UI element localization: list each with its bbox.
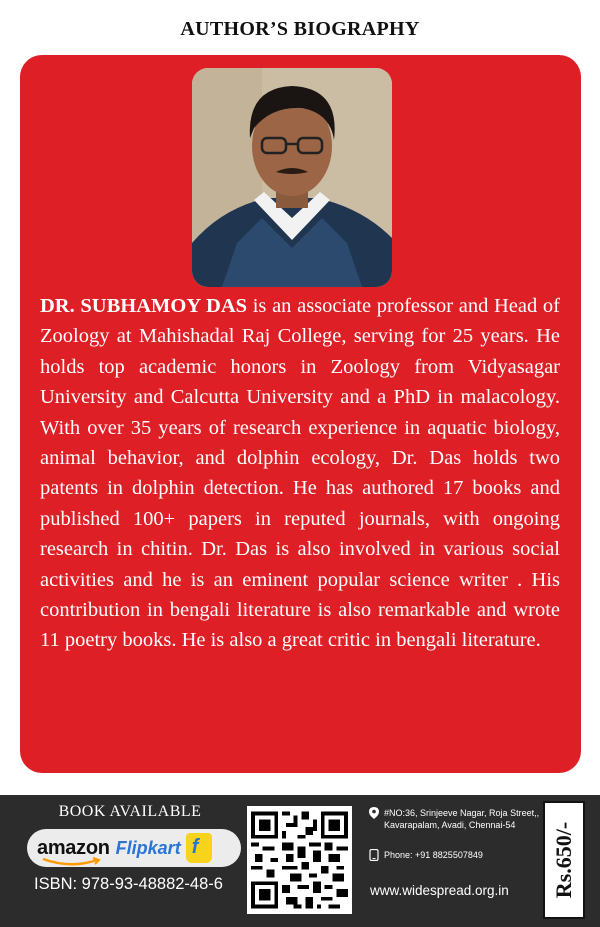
author-name: DR. SUBHAMOY DAS [40,295,248,317]
flipkart-bag-icon: f [186,833,212,863]
flipkart-logo: Flipkart [115,837,181,858]
amazon-logo [37,837,110,860]
book-available-label: BOOK AVAILABLE [58,803,202,820]
amazon-label: amazon [37,836,110,859]
footer-bar [0,795,600,927]
publisher-website[interactable]: www.widespread.org.in [370,883,509,898]
isbn-number: ISBN: 978-93-48882-48-6 [34,875,223,893]
publisher-phone [369,849,483,861]
price-tag [543,801,585,919]
page-title: AUTHOR’S BIOGRAPHY [180,18,420,40]
publisher-address [369,807,544,831]
address-text: #NO:36, Srinjeeve Nagar, Roja Street,, Kavarapalam, Avadi, Chennai-54 [384,808,540,830]
phone-icon [369,849,379,861]
qr-code-icon [251,810,348,910]
location-pin-icon [369,807,379,819]
biography-text: is an associate professor and Head of Zoology at Mahishadal Raj College, serving for 25 years. He holds top academic honors in Zoology from Vidyasagar University and Calcutta University and a PhD in malacology. With over 35 years of research experience in aquatic biology, animal behavior, and dolphin ecology, Dr. Das holds two patents in dolphin detection. He has authored 17 books and published 100+ papers in reputed journals, with ongoing research in chitin. Dr. Das is also involved in various social activities and he is an eminent popular science writer . His contribution in bengali literature is also remarkable and wrote 11 poetry books. He is also a great critic in bengali literature. [40,295,560,652]
author-photo [192,68,392,287]
author-biography [40,291,560,656]
store-logos [27,829,241,867]
qr-code [247,806,352,914]
biography-card [20,55,581,773]
amazon-smile-icon [41,857,103,867]
phone-text: Phone: +91 8825507849 [384,850,483,860]
price-label: Rs.650/- [551,821,576,899]
